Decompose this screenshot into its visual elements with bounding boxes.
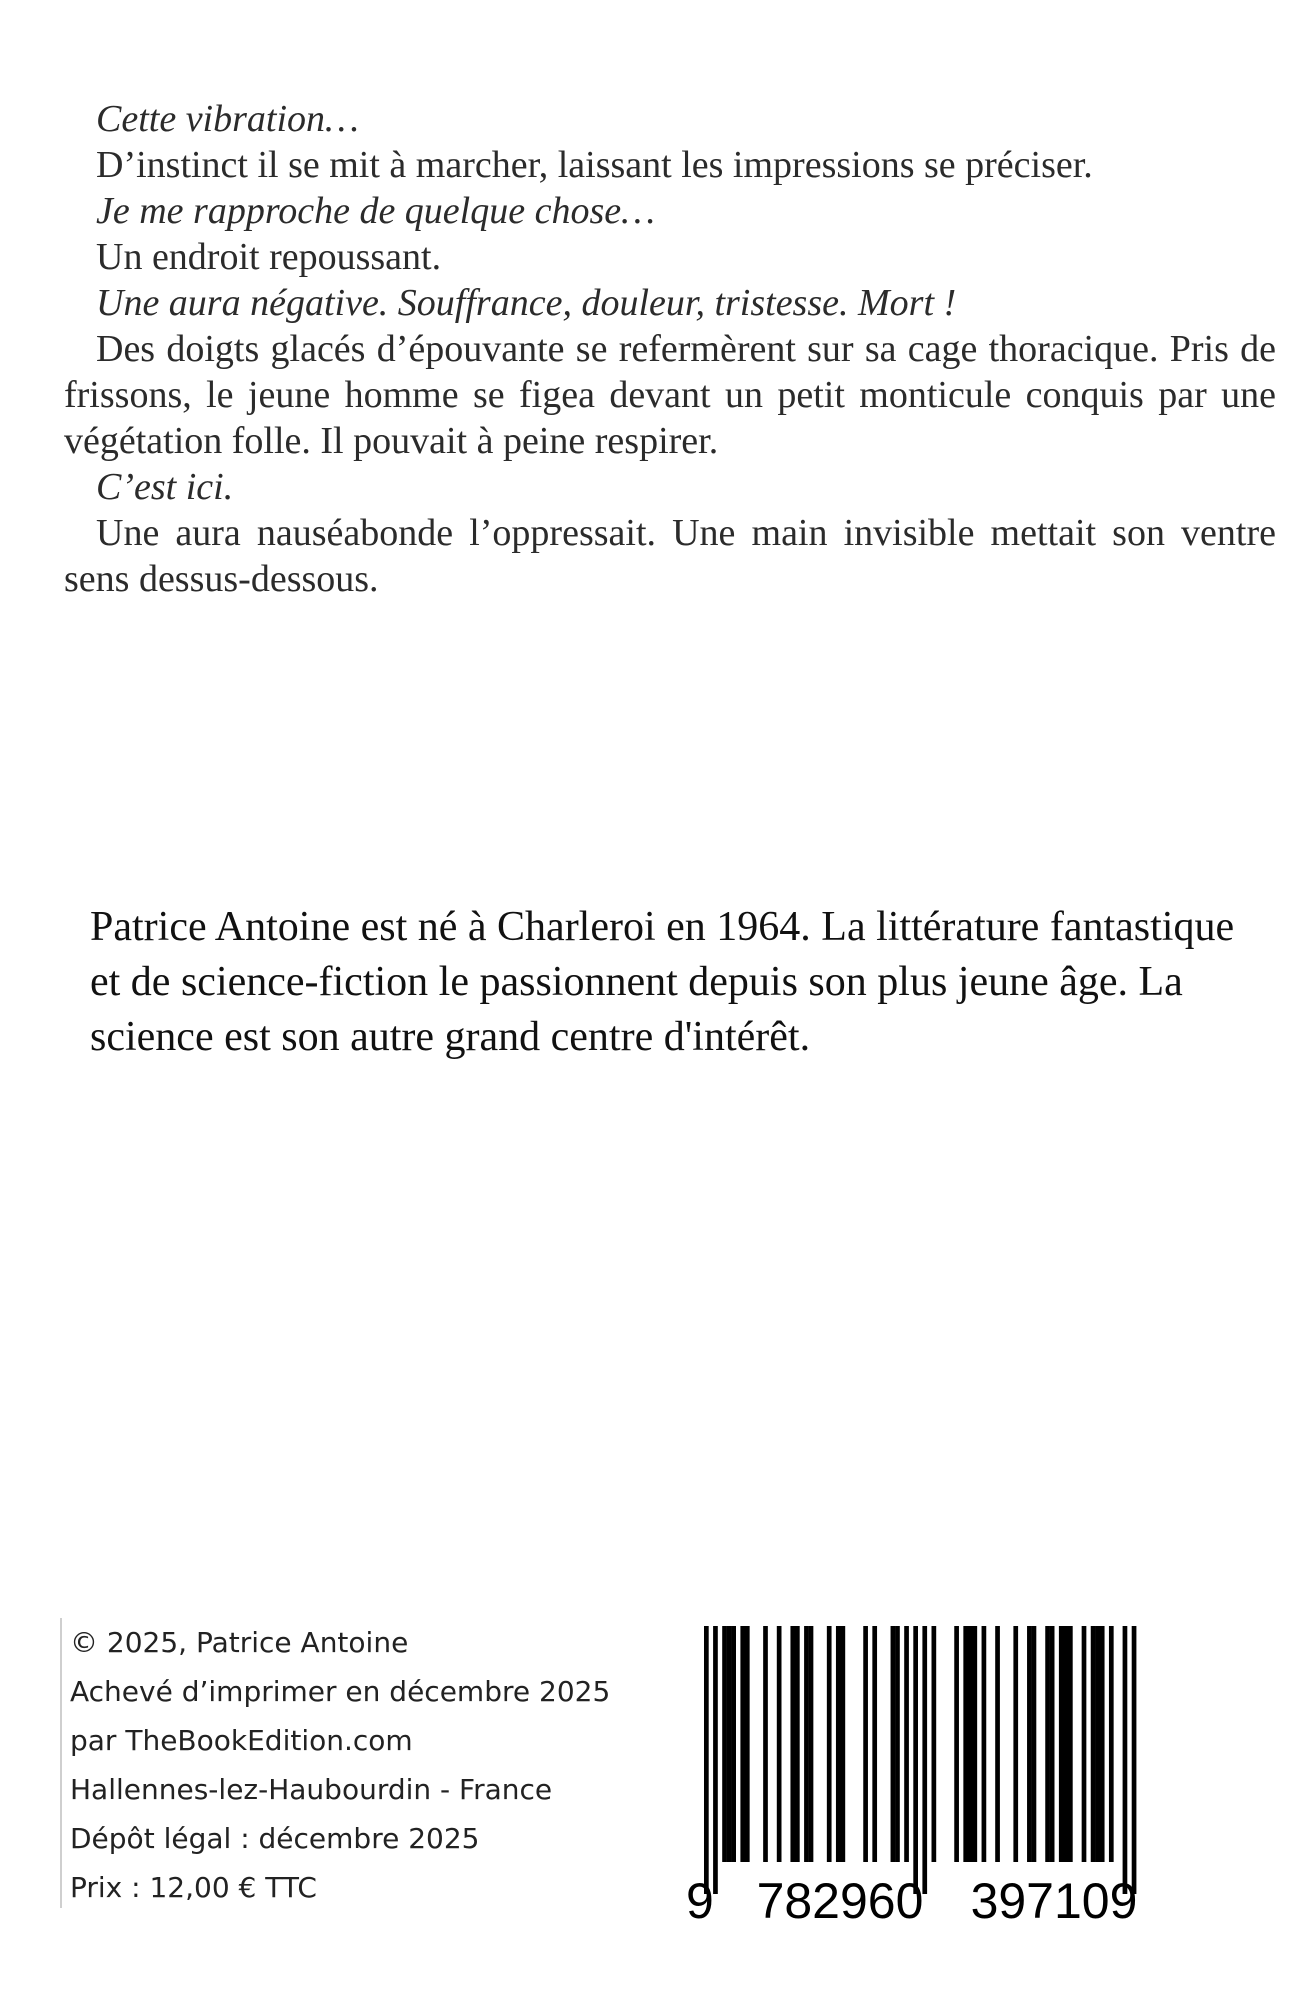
- barcode-bars: [704, 1626, 1136, 1894]
- excerpt-paragraph: Une aura nauséabonde l’oppressait. Une main invisible mettait son ventre sens dessus-dessous.: [64, 512, 1276, 600]
- barcode-bar: [704, 1626, 709, 1894]
- barcode-bar: [1027, 1626, 1032, 1862]
- colophon: [60, 1618, 680, 1908]
- barcode-bar: [1045, 1626, 1050, 1862]
- author-bio: [90, 900, 1270, 1065]
- barcode-graphic: [672, 1622, 1190, 1924]
- barcode-bar: [795, 1626, 800, 1862]
- barcode-bar: [1123, 1626, 1128, 1894]
- barcode-bar: [763, 1626, 768, 1862]
- barcode-bar: [1059, 1626, 1064, 1862]
- copyright-line: © 2025, Patrice Antoine: [70, 1626, 409, 1659]
- barcode-bar: [836, 1626, 841, 1862]
- barcode-bar: [982, 1626, 987, 1862]
- barcode-bar: [963, 1626, 968, 1862]
- barcode-bar: [1095, 1626, 1100, 1862]
- barcode-bar: [1032, 1626, 1037, 1862]
- barcode-bar: [922, 1626, 927, 1894]
- excerpt-paragraph: Je me rapproche de quelque chose…: [96, 190, 655, 232]
- printed-line: Achevé d’imprimer en décembre 2025: [70, 1675, 611, 1708]
- barcode-bar: [904, 1626, 909, 1862]
- barcode-right-digits: 397109: [970, 1873, 1138, 1924]
- barcode-bar: [827, 1626, 832, 1862]
- barcode-bar: [713, 1626, 718, 1894]
- barcode-bar: [1100, 1626, 1105, 1862]
- barcode-bar: [913, 1626, 918, 1894]
- barcode-bar: [1091, 1626, 1096, 1862]
- barcode-bar: [731, 1626, 736, 1862]
- barcode-left-digits: 782960: [756, 1873, 924, 1924]
- barcode-bar: [727, 1626, 732, 1862]
- excerpt-paragraph: D’instinct il se mit à marcher, laissant les impressions se préciser.: [96, 144, 1093, 186]
- price-line: Prix : 12,00 € TTC: [70, 1871, 317, 1904]
- barcode-bar: [1013, 1626, 1018, 1862]
- excerpt-paragraph: Des doigts glacés d’épouvante se refermèrent sur sa cage thoracique. Pris de frissons, le jeune homme se figea devant un petit monticule conquis par une végétation folle. Il pouvait à peine respirer.: [64, 328, 1276, 462]
- barcode-bar: [932, 1626, 937, 1862]
- barcode-bar: [1109, 1626, 1114, 1862]
- legal-deposit-line: Dépôt légal : décembre 2025: [70, 1822, 480, 1855]
- barcode-bar: [1050, 1626, 1055, 1862]
- printer-line: par TheBookEdition.com: [70, 1724, 413, 1757]
- barcode-bar: [891, 1626, 896, 1862]
- barcode-bar: [1132, 1626, 1137, 1894]
- barcode-bar: [1068, 1626, 1073, 1862]
- barcode-bar: [722, 1626, 727, 1862]
- barcode-bar: [968, 1626, 973, 1862]
- excerpt-paragraph: Un endroit repoussant.: [96, 236, 442, 278]
- barcode-bar: [740, 1626, 745, 1862]
- author-bio-text: Patrice Antoine est né à Charleroi en 1964. La littérature fantastique et de science-fiction le passionnent depuis son plus jeune âge. La science est son autre grand centre d'intérêt.: [90, 904, 1235, 1060]
- location-line: Hallennes-lez-Haubourdin - France: [70, 1773, 553, 1806]
- barcode-bar: [841, 1626, 846, 1862]
- barcode-bar: [809, 1626, 814, 1862]
- barcode-bar: [895, 1626, 900, 1862]
- barcode-bar: [1082, 1626, 1087, 1862]
- isbn-barcode: [672, 1622, 1190, 1924]
- barcode-bar: [872, 1626, 877, 1862]
- excerpt-paragraph: Une aura négative. Souffrance, douleur, tristesse. Mort !: [96, 282, 957, 324]
- barcode-bar: [745, 1626, 750, 1862]
- excerpt-paragraph: C’est ici.: [96, 466, 234, 508]
- barcode-bar: [972, 1626, 977, 1862]
- barcode-bar: [777, 1626, 782, 1862]
- barcode-bar: [1063, 1626, 1068, 1862]
- barcode-bar: [790, 1626, 795, 1862]
- book-excerpt: [64, 96, 1276, 602]
- excerpt-paragraph: Cette vibration…: [96, 98, 359, 140]
- barcode-bar: [804, 1626, 809, 1862]
- barcode-first-digit: 9: [686, 1873, 714, 1924]
- barcode-bar: [863, 1626, 868, 1862]
- barcode-bar: [995, 1626, 1000, 1862]
- barcode-bar: [954, 1626, 959, 1862]
